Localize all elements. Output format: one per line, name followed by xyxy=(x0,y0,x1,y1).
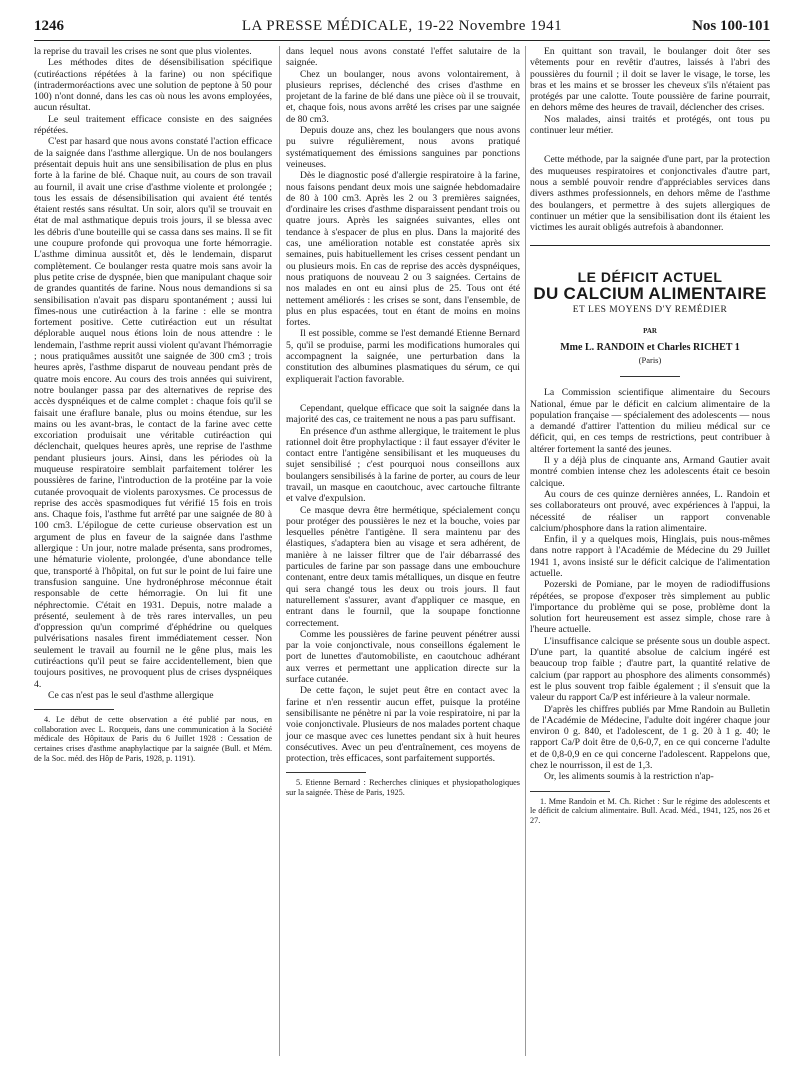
paragraph: Il y a déjà plus de cinquante ans, Armand Gautier avait montré combien intense chez les adolescents était ce besoin calcique. xyxy=(530,455,770,489)
footnote-text: 4. Le début de cette observation a été publié par nous, en collaboration avec L. Rocqueis, dans une communication à la Société médicale des Hôpitaux de Paris du 6 Juillet 1928 : Cessation de certaines crises d'asthme anaphylactique par la saignée (Bull. et Mém. de la Soc. méd. des Hôp de Paris, 1928, p. 1191). xyxy=(34,715,272,763)
paragraph-gap xyxy=(286,385,520,403)
paragraph: C'est par hasard que nous avons constaté l'action efficace de la saignée dans l'asthme allergique. Un de nos boulangers présentait depuis huit ans une sensibilisation de plus en plus forte à la farine de blé. Chaque nuit, au cours de son travail au fournil, il avait une crise d'asthme violente et prolongée ; tous les essais de désensibilisation qui avaient été tentés étaient restés sans résultat. Un soir, alors qu'il se trouvait en état de mal asthmatique depuis trois jours, il se blessa avec les débris d'une bouteille qui se cassa dans ses mains. Il se fit une coupure profonde qui provoqua une forte hémorragie. L'asthme diminua aussitôt et, dès le lendemain, disparut complètement. Ce boulanger resta quatre mois sans avoir la plus petite crise de dyspnée, bien que manipulant chaque soir de grandes quantités de farine. Nous nous demandions si sa sensibilisation n'avait pas disparu spontanément ; aussi lui fîmes-nous une cutiréaction à la farine : elle se montra fortement positive. Cette cutiréaction eut un résultat déplorable auquel nous étions loin de nous attendre : le lendemain, l'asthme reprit aussi violent qu'avant l'hémorragie ; nous pratiquâmes aussitôt une saignée de 300 cm3 ; trois heures après, l'asthme disparut de nouveau pendant près de quatre mois encore. Au cours des trois années qui suivirent, notre boulanger passa par des alternatives de reprise des accès dyspnéiques et de calme complet : chaque fois qu'il se faisait une éraflure banale, plus ou moins étendue, sur les mains ou les avant-bras, le contact de la farine avec cette excoriation produisait une véritable cutiréaction qui déclenchait, quelques heures après, une reprise de l'asthme pendant plusieurs jours. Ainsi, dans les périodes où la muqueuse respiratoire semblait parfaitement tolérer les poussières de farine, l'introduction de la protéine par la voie cutanée provoquait de violents paroxysmes. Ce processus de reprise des accès spasmodiques fut vérifié 15 fois en trois ans. Chaque fois, l'asthme fut arrêté par une saignée de 80 à 100 cm3. L'épilogue de cette curieuse observation est un argument de plus en faveur de la saignée dans l'asthme allergique : Un jour, notre malade présenta, sans prodromes, une hématurie violente, prolongée, d'une abondance telle que, transporté à l'hôpital, on fut sur le point de lui faire une transfusion sanguine. Une hydronéphrose méconnue était responsable de cette hémorragie. On lui fit une néphrectomie. C'était en 1931. Depuis, notre malade a présenté, seulement à de très rares intervalles, un peu d'oppression qu'un comprimé d'éphédrine ou quelques pulvérisations nasales firent immédiatement cesser. Non seulement le travail au fournil ne le gêne plus, mais les cutiréactions qu'il peut se faire accidentellement, bien que toujours positives, ne provoquent plus de crises dyspnéiques 4. xyxy=(34,136,272,690)
article-par: PAR xyxy=(643,327,657,336)
issue-number: Nos 100-101 xyxy=(692,18,770,34)
paragraph: Or, les aliments soumis à la restriction n'ap- xyxy=(544,771,714,783)
paragraph: Au cours de ces quinze dernières années, L. Randoin et ses collaborateurs ont prouvé, avec expériences à l'appui, la nécessité de réaliser un rapport convenable calcium/phosphore dans la ration alimentaire. xyxy=(530,488,770,534)
paragraph: Cette méthode, par la saignée d'une part, par la protection des muqueuses respiratoires et conjonctivales d'autre part, nous a semblé pouvoir rendre d'appréciables services dans divers asthmes professionnels, en dehors même de l'asthme des boulangers, et permettre à des sujets allergiques de continuer un métier que la sensibilisation dont ils étaient les victimes les aurait obligés autrefois à abandonner. xyxy=(530,154,770,234)
column-3 xyxy=(530,46,770,1050)
column-3-bottom-text xyxy=(530,387,770,782)
paragraph-gap xyxy=(530,136,770,154)
footnote-rule xyxy=(34,709,114,710)
page-header xyxy=(34,18,770,40)
column-1-text xyxy=(34,46,272,701)
footnote-5 xyxy=(286,778,520,797)
heading-rule xyxy=(620,376,680,377)
footnote-rule xyxy=(530,791,610,792)
footnote-text: 1. Mme Randoin et M. Ch. Richet : Sur le régime des adolescents et le déficit de calcium alimentaire. Bull. Acad. Méd., 1941, 125, nos 26 et 27. xyxy=(530,796,770,825)
paragraph: Les méthodes dites de désensibilisation spécifique (cutiréactions répétées à la farine) ou non spécifique (intradermoréactions avec une solution de peptone à 50 pour 100) n'ont donné, dans les cas où nous les avons employées, aucun résultat. xyxy=(34,57,272,114)
article-subtitle: ET LES MOYENS D'Y REMÉDIER xyxy=(572,305,728,316)
paragraph: Ce masque devra être hermétique, spécialement conçu pour protéger des poussières le nez et la bouche, voies par lesquelles pénètre l'antigène. Il sera maintenu par des élastiques, s'adaptera bien au visage et sera adhérent, de manière à ne laisser filtrer que de l'air débarrassé des particules de farine par son passage dans une embouchure contenant, entre deux tamis métalliques, un disque en feutre qui sera changé tous les deux ou trois jours. Il faut naturellement s'assurer, avant d'appliquer ce masque, en entrant dans le fournil, que la soupape fonctionne correctement. xyxy=(286,504,520,629)
paragraph: Chez un boulanger, nous avons volontairement, à plusieurs reprises, déclenché des crises d'asthme en projetant de la farine de blé dans une pièce où il se trouvait, et, chaque fois, nous avons arrêté les crises par une saignée de 80 cm3. xyxy=(286,68,520,125)
article-heading xyxy=(530,269,770,366)
paragraph: L'insuffisance calcique se présente sous un double aspect. D'une part, la quantité absolue de calcium ingéré est beaucoup trop faible ; d'autre part, la quantité relative de calcium (par rapport au phosphore des aliments consommés) est le plus souvent trop faible également ; il s'ensuit que la valeur du rapport Ca/P est inférieure à la valeur normale. xyxy=(530,635,770,704)
page-number: 1246 xyxy=(34,18,64,34)
paragraph: Il est possible, comme se l'est demandé Etienne Bernard 5, qu'il se produise, parmi les modifications humorales qui accompagnent la saignée, une perturbation dans la constitution des albumines plasmatiques du sérum, ce qui expliquerait l'action favorable. xyxy=(286,328,520,385)
paragraph: De cette façon, le sujet peut être en contact avec la farine et n'en ressentir aucun effet, puisque la protéine sensibilisante ne pénètre ni par la voie respiratoire, ni par la voie conjonctivale. Plusieurs de nos malades portent chaque jour ce masque avec ces lunettes pendant six à huit heures consécutives. Avec un peu d'entraînement, ces moyens de protection, très efficaces, sont parfaitement supportés. xyxy=(286,685,520,765)
paragraph: Nos malades, ainsi traités et protégés, ont tous pu continuer leur métier. xyxy=(530,113,770,137)
article-separator-rule xyxy=(530,245,770,246)
paragraph: Cependant, quelque efficace que soit la saignée dans la majorité des cas, ce traitement ne nous a pas paru suffisant. xyxy=(286,402,520,426)
article-title-line-1: LE DÉFICIT ACTUEL xyxy=(577,269,723,286)
column-1 xyxy=(34,46,272,1050)
column-3-top-text xyxy=(530,46,770,233)
article-title-line-2: DU CALCIUM ALIMENTAIRE xyxy=(533,283,767,303)
paragraph: la reprise du travail les crises ne sont que plus violentes. xyxy=(34,46,252,57)
paragraph: Ce cas n'est pas le seul d'asthme allergique xyxy=(48,689,214,701)
column-divider xyxy=(525,46,526,1056)
footnote-text: 5. Etienne Bernard : Recherches cliniques et physiopathologiques sur la saignée. Thèse de Paris, 1925. xyxy=(286,778,520,797)
paragraph: Le seul traitement efficace consiste en des saignées répétées. xyxy=(34,113,272,137)
paragraph: Comme les poussières de farine peuvent pénétrer aussi par la voie conjonctivale, nous conseillons également le port de lunettes d'automobiliste, en caoutchouc adhérant aux verres et permettant une application directe sur la surface cutanée. xyxy=(286,628,520,686)
footnote-1 xyxy=(530,797,770,826)
column-2-text xyxy=(286,46,520,764)
footnote-4 xyxy=(34,715,272,763)
journal-title: LA PRESSE MÉDICALE, 19-22 Novembre 1941 xyxy=(241,18,563,34)
paragraph: dans lequel nous avons constaté l'effet salutaire de la saignée. xyxy=(286,46,520,69)
article-city: (Paris) xyxy=(638,354,662,365)
column-divider xyxy=(279,46,280,1056)
paragraph: En quittant son travail, le boulanger doit ôter ses vêtements pour en revêtir d'autres, laissés à l'abri des poussières du fournil ; il doit se laver le visage, le torse, les bras et les mains et se brosser les cheveux s'ils n'étaient pas protégés par une calotte. Toute poussière de farine pourrait, en dehors même des heures de travail, déclencher des crises. xyxy=(530,46,770,114)
paragraph: En présence d'un asthme allergique, le traitement le plus rationnel doit être prophylactique : il faut essayer d'éviter le contact entre l'antigène sensibilisant et les muqueuses du sujet sensibilisé ; c'est pourquoi nous conseillons aux boulangers sensibilisés à la farine de porter, au cours de leur travail, un masque en caoutchouc, avec cartouche filtrante et valve d'expulsion. xyxy=(286,425,520,505)
paragraph: D'après les chiffres publiés par Mme Randoin au Bulletin de l'Académie de Médecine, l'adulte doit ingérer chaque jour environ 0 g. 840, et l'adolescent, de 1 g. 20 à 1 g. 40; le rapport Ca/P doit être de 0,6-0,7, en ce qui concerne l'adulte et de 0,8-0,9 en ce qui concerne l'adolescent. Rappelons que, chez le nourrisson, il est de 1,3. xyxy=(530,703,770,772)
paragraph: Enfin, il y a quelques mois, Hinglais, puis nous-mêmes dans notre rapport à l'Académie de Médecine du 29 Juillet 1941 1, avons insisté sur le déficit calcique de l'alimentation actuelle. xyxy=(530,534,770,579)
column-2 xyxy=(286,46,520,1050)
paragraph: Depuis douze ans, chez les boulangers que nous avons pu suivre régulièrement, nous avons pratiqué systématiquement des émissions sanguines par ponctions veineuses. xyxy=(286,125,520,170)
footnote-rule xyxy=(286,772,366,773)
paragraph: La Commission scientifique alimentaire du Secours National, émue par le déficit en calcium alimentaire de la population française — spécialement des adolescents — nous a demandé d'attirer l'attention du milieu médical sur ce déficit, qui, en ces temps de restrictions, peut contribuer à altérer fortement la santé des jeunes. xyxy=(530,387,770,455)
paragraph: Pozerski de Pomiane, par le moyen de radiodiffusions répétées, se propose d'exposer très simplement au public l'importance du problème qui se pose, problème dont la solution fort heureusement est assez simple, chose rare à l'heure actuelle. xyxy=(530,579,770,636)
article-authors: Mme L. RANDOIN et Charles RICHET 1 xyxy=(560,341,740,353)
header-rule xyxy=(34,40,770,41)
paragraph: Dès le diagnostic posé d'allergie respiratoire à la farine, nous faisons pendant deux mois une saignée hebdomadaire de 80 à 100 cm3. Après les 2 ou 3 premières saignées, d'ordinaire les crises d'asthme disparaissent pendant trois ou quatre jours. Après les saignées suivantes, elles ont tendance à s'espacer de plus en plus. Dans la majorité des cas, une amélioration notable est constatée après six semaines, puis habituellement les crises cessent pendant un ou plusieurs mois. En cas de reprise des accès dyspnéiques, nous pratiquons de nouveau 2 ou 3 saignées. Certains de nos malades en ont eu ainsi plus de 25. Tous ont été nettement améliorés : les crises se sont, dans l'ensemble, de plus en plus espacées, tout en étant de moins en moins fortes. xyxy=(286,170,520,329)
